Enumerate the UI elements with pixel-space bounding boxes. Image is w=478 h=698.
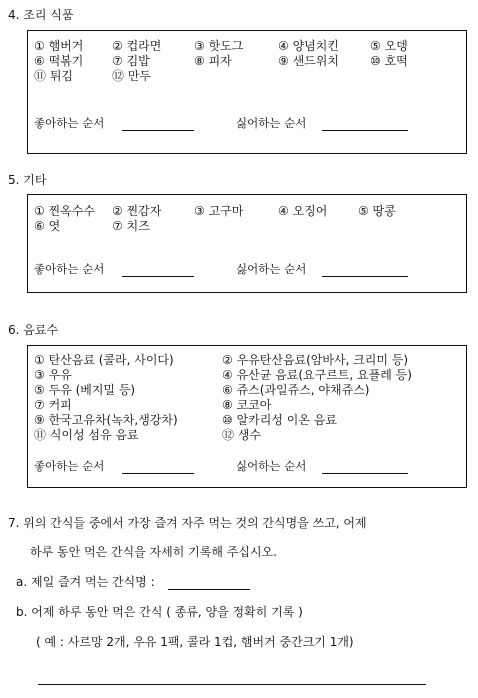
question7-line2: 하루 동안 먹은 간식을 자세히 기록해 주십시오. (30, 545, 277, 559)
question7-line1: 7. 위의 간식들 중에서 가장 즐겨 자주 먹는 것의 간식명을 쓰고, 어제 (8, 516, 367, 530)
section6-title: 6. 음료수 (8, 323, 59, 337)
option-item[interactable]: ① 찐옥수수 (34, 204, 95, 218)
answer-line[interactable] (38, 684, 426, 685)
favorite-snack-blank[interactable] (168, 588, 250, 590)
question7-example: ( 예 : 사르망 2개, 우유 1팩, 콜라 1컵, 햄버거 중간크기 1개) (36, 635, 354, 649)
option-item[interactable]: ① 탄산음료 (콜라, 사이다) (34, 353, 174, 367)
option-item[interactable]: ⑧ 피자 (194, 54, 232, 68)
question7-a-label: a. 제일 즐겨 먹는 간식명 : (16, 575, 155, 589)
option-item[interactable]: ⑦ 김밥 (112, 54, 150, 68)
section5-box (27, 194, 467, 293)
question7-b: b. 어제 하루 동안 먹은 간식 ( 종류, 양을 정확히 기록 ) (16, 605, 303, 619)
option-item[interactable]: ⑨ 한국고유차(녹차,생강차) (34, 413, 178, 427)
option-item[interactable]: ⑥ 엿 (34, 219, 61, 233)
like-order-label: 좋아하는 순서 (34, 116, 105, 130)
option-item[interactable]: ③ 고구마 (194, 204, 244, 218)
option-item[interactable]: ⑩ 알카리성 이온 음료 (222, 413, 337, 427)
option-item[interactable]: ⑧ 코코아 (222, 398, 272, 412)
dislike-order-label: 싫어하는 순서 (236, 116, 307, 130)
option-item[interactable]: ③ 핫도그 (194, 39, 244, 53)
option-item[interactable]: ① 햄버거 (34, 39, 84, 53)
dislike-order-blank[interactable] (322, 472, 408, 474)
option-item[interactable]: ⑫ 만두 (112, 69, 151, 83)
option-item[interactable]: ⑤ 두유 (베지밀 등) (34, 383, 136, 397)
like-order (34, 115, 194, 131)
option-item[interactable]: ⑤ 오뎅 (370, 39, 408, 53)
section5-title: 5. 기타 (8, 173, 47, 187)
option-item[interactable]: ⑦ 커피 (34, 398, 72, 412)
like-order (34, 261, 194, 277)
dislike-order-label: 싫어하는 순서 (236, 262, 307, 276)
option-item[interactable]: ④ 유산균 음료(요구르트, 요플레 등) (222, 368, 412, 382)
option-item[interactable]: ⑪ 식이성 섬유 음료 (34, 428, 139, 442)
dislike-order-blank[interactable] (322, 275, 408, 277)
dislike-order-blank[interactable] (322, 129, 408, 131)
option-item[interactable]: ⑦ 치즈 (112, 219, 150, 233)
option-item[interactable]: ⑫ 생수 (222, 428, 261, 442)
question7-a (16, 573, 250, 590)
section4-box (27, 30, 467, 154)
like-order-blank[interactable] (122, 129, 194, 131)
option-item[interactable]: ④ 오징어 (278, 204, 328, 218)
like-order-blank[interactable] (122, 275, 194, 277)
option-item[interactable]: ② 찐감자 (112, 204, 162, 218)
option-item[interactable]: ② 컵라면 (112, 39, 162, 53)
dislike-order (236, 115, 408, 131)
option-item[interactable]: ⑩ 호떡 (370, 54, 408, 68)
dislike-order (236, 458, 408, 474)
option-item[interactable]: ⑥ 떡볶기 (34, 54, 84, 68)
option-item[interactable]: ② 우유탄산음료(암바사, 크리미 등) (222, 353, 409, 367)
like-order (34, 458, 194, 474)
section6-box (27, 345, 467, 488)
option-item[interactable]: ⑪ 튀김 (34, 69, 73, 83)
option-item[interactable]: ⑥ 쥬스(과일쥬스, 야채쥬스) (222, 383, 370, 397)
option-item[interactable]: ③ 우유 (34, 368, 72, 382)
option-item[interactable]: ④ 양념치킨 (278, 39, 339, 53)
dislike-order-label: 싫어하는 순서 (236, 459, 307, 473)
dislike-order (236, 261, 408, 277)
like-order-blank[interactable] (122, 472, 194, 474)
like-order-label: 좋아하는 순서 (34, 459, 105, 473)
option-item[interactable]: ⑤ 땅콩 (358, 204, 396, 218)
option-item[interactable]: ⑨ 샌드위치 (278, 54, 339, 68)
like-order-label: 좋아하는 순서 (34, 262, 105, 276)
section4-title: 4. 조리 식품 (8, 8, 74, 22)
